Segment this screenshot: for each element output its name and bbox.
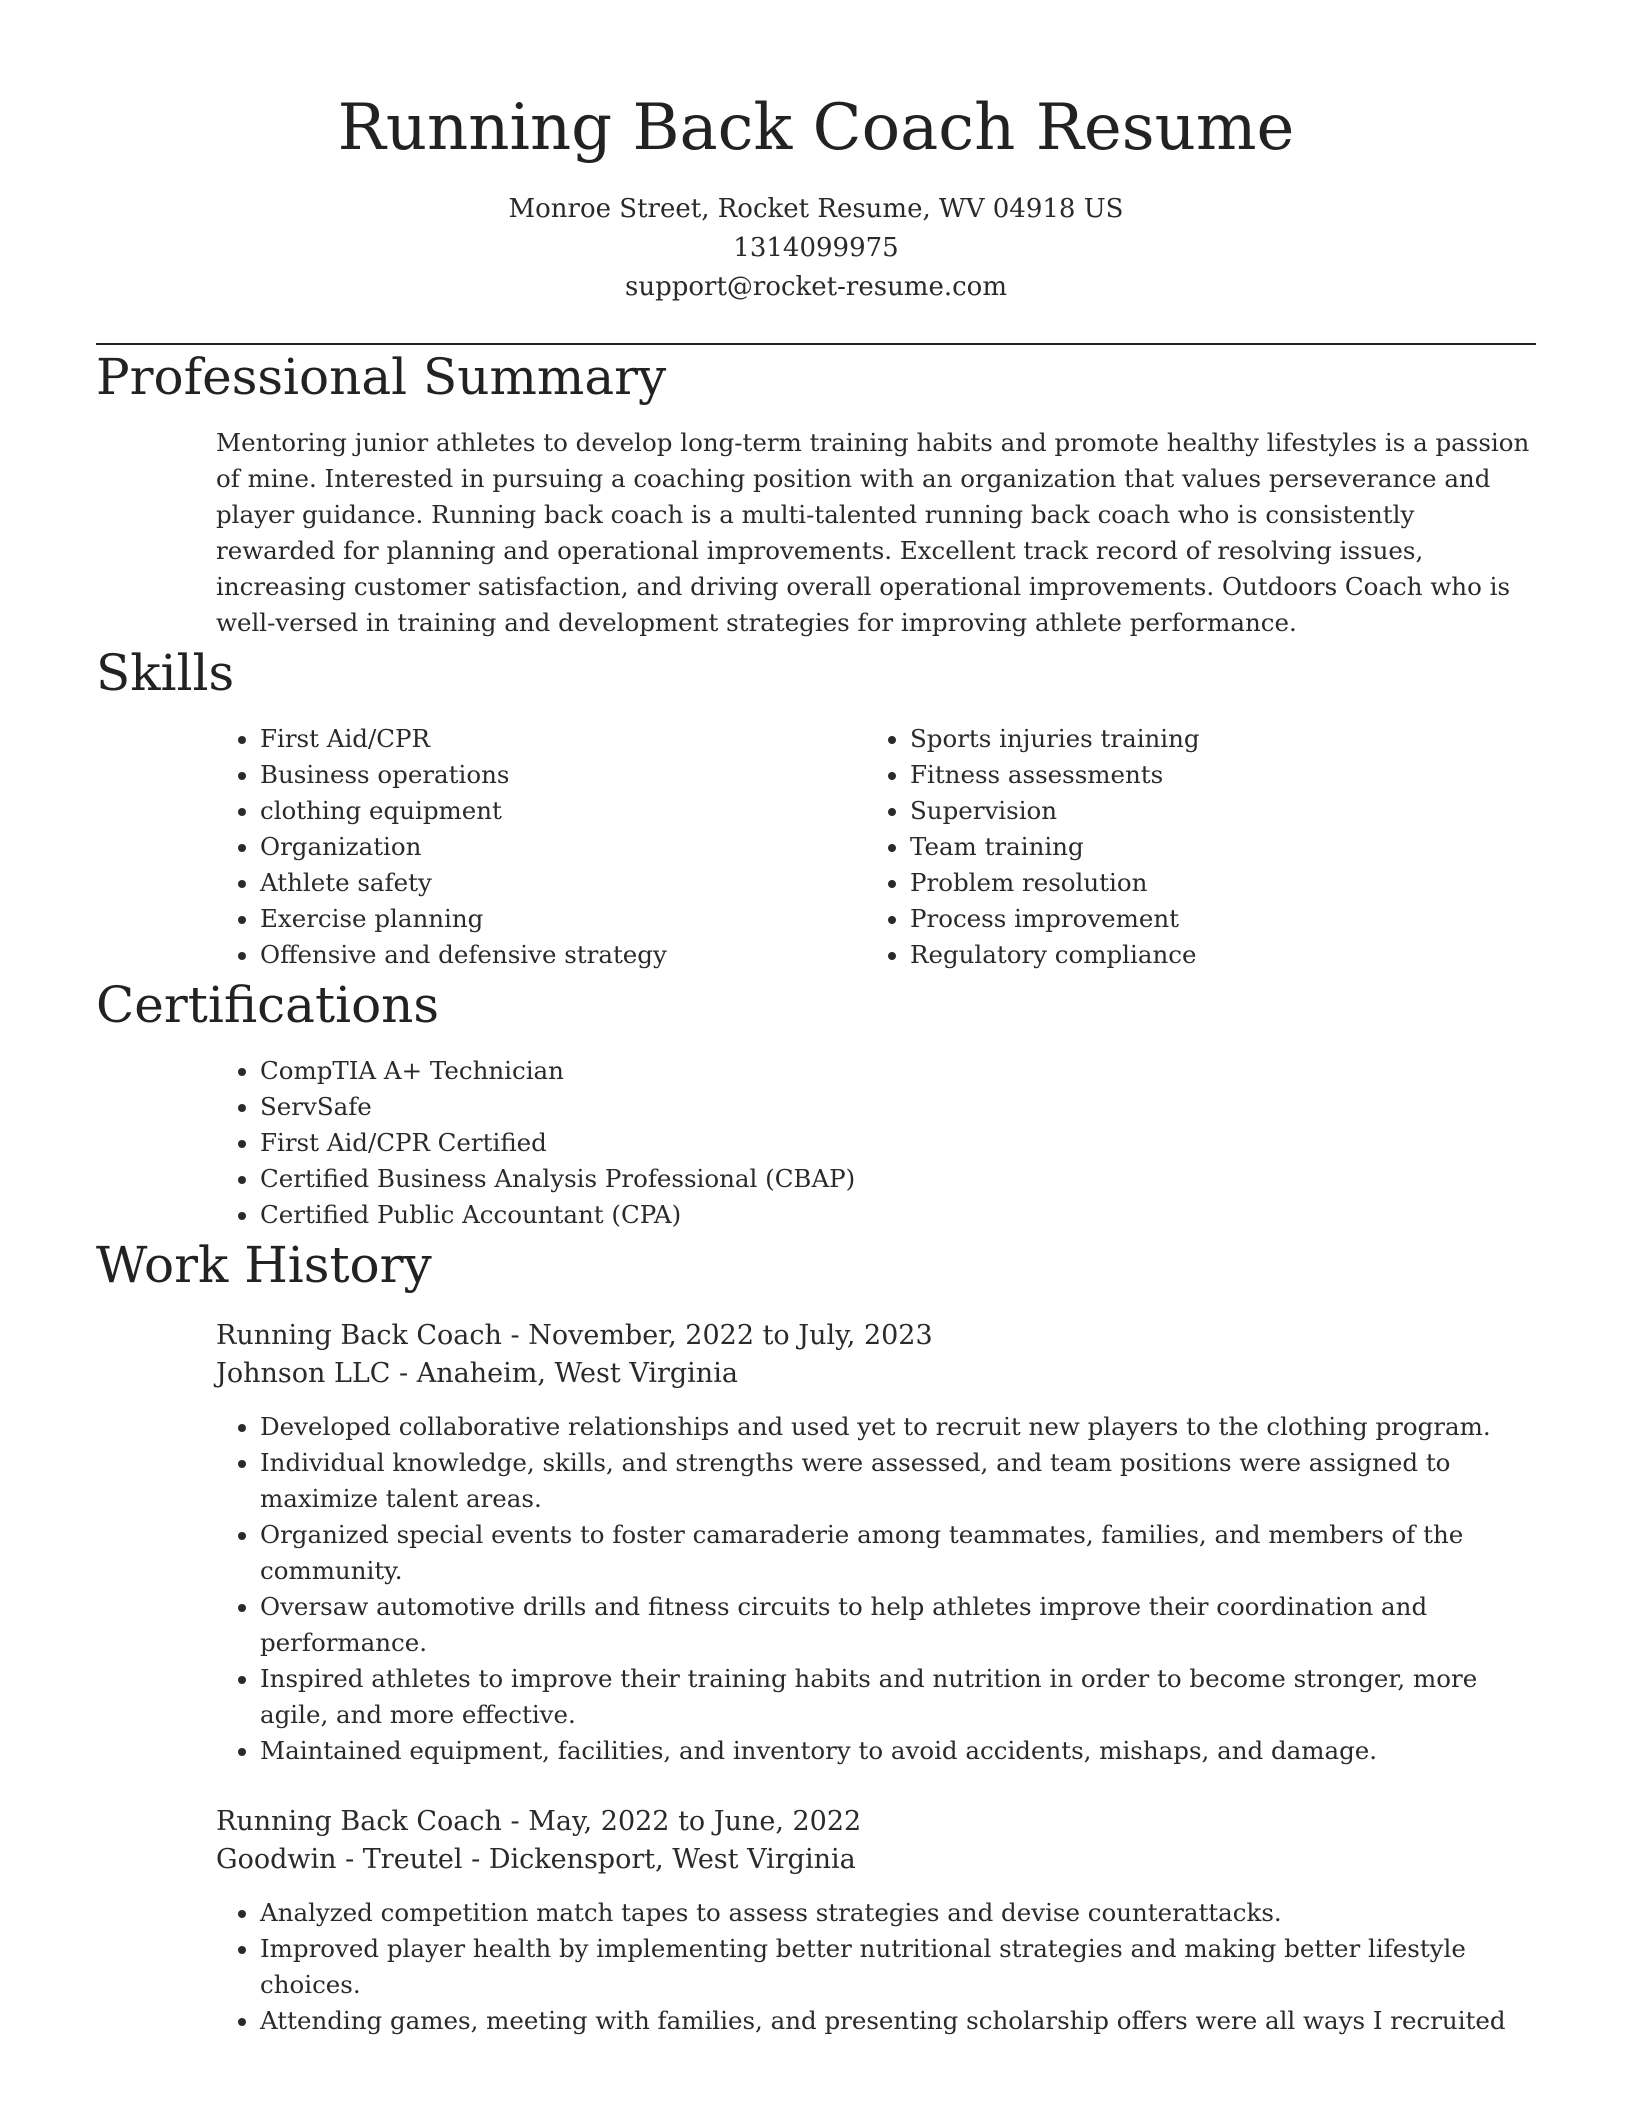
job-bullets xyxy=(216,1895,1536,2039)
skills-columns xyxy=(96,721,1536,973)
certification-item: • CompTIA A+ Technician xyxy=(260,1053,1536,1089)
job-entry xyxy=(216,1803,1536,2039)
skill-item: • Sports injuries training xyxy=(910,721,1396,757)
certification-item: • First Aid/CPR Certified xyxy=(260,1125,1536,1161)
job-bullet: • Inspired athletes to improve their training habits and nutrition in order to become stronger, more agile, and more effective. xyxy=(260,1661,1536,1733)
job-bullet: • Maintained equipment, facilities, and inventory to avoid accidents, mishaps, and damage. xyxy=(260,1733,1536,1769)
skill-item: • Process improvement xyxy=(910,901,1396,937)
skill-item: • Offensive and defensive strategy xyxy=(260,937,746,973)
skill-item: • First Aid/CPR xyxy=(260,721,746,757)
skill-item: • Organization xyxy=(260,829,746,865)
skill-item: • Supervision xyxy=(910,793,1396,829)
skill-item: • Fitness assessments xyxy=(910,757,1396,793)
job-title-line: Running Back Coach - May, 2022 to June, 2022 xyxy=(216,1806,862,1837)
skill-item: • clothing equipment xyxy=(260,793,746,829)
skill-item: • Business operations xyxy=(260,757,746,793)
certification-item: • ServSafe xyxy=(260,1089,1536,1125)
contact-block xyxy=(96,190,1536,307)
contact-phone: 1314099975 xyxy=(733,233,899,263)
skill-item: • Athlete safety xyxy=(260,865,746,901)
job-bullet: • Organized special events to foster camaraderie among teammates, families, and members of the community. xyxy=(260,1517,1536,1589)
skill-item: • Regulatory compliance xyxy=(910,937,1396,973)
certification-item: • Certified Business Analysis Professional (CBAP) xyxy=(260,1161,1536,1197)
job-entry xyxy=(216,1317,1536,1769)
skills-column-right xyxy=(746,721,1396,973)
resume-title: Running Back Coach Resume xyxy=(337,91,1295,165)
job-bullet: • Improved player health by implementing better nutritional strategies and making better lifestyle choices. xyxy=(260,1931,1536,2003)
resume-page xyxy=(96,0,1536,2039)
job-bullet: • Attending games, meeting with families, and presenting scholarship offers were all ways I recruited xyxy=(260,2003,1536,2039)
job-bullet: • Oversaw automotive drills and fitness circuits to help athletes improve their coordination and performance. xyxy=(260,1589,1536,1661)
skills-heading: Skills xyxy=(96,644,235,702)
certifications-heading: Certifications xyxy=(96,976,440,1034)
skills-column-left xyxy=(96,721,746,973)
certification-item: • Certified Public Accountant (CPA) xyxy=(260,1197,1536,1233)
job-bullet: • Individual knowledge, skills, and strengths were assessed, and team positions were assigned to maximize talent areas. xyxy=(260,1445,1536,1517)
summary-heading: Professional Summary xyxy=(96,348,667,406)
job-title-line: Running Back Coach - November, 2022 to July, 2023 xyxy=(216,1320,933,1351)
skills-list-right xyxy=(746,721,1396,973)
skill-item: • Team training xyxy=(910,829,1396,865)
job-bullet: • Developed collaborative relationships and used yet to recruit new players to the clothing program. xyxy=(260,1409,1536,1445)
contact-address: Monroe Street, Rocket Resume, WV 04918 US xyxy=(508,194,1124,224)
job-bullet: • Analyzed competition match tapes to assess strategies and devise counterattacks. xyxy=(260,1895,1536,1931)
work-history-heading: Work History xyxy=(96,1236,432,1294)
skill-item: • Exercise planning xyxy=(260,901,746,937)
job-company-line: Johnson LLC - Anaheim, West Virginia xyxy=(216,1358,738,1389)
skill-item: • Problem resolution xyxy=(910,865,1396,901)
job-bullets xyxy=(216,1409,1536,1769)
summary-text: Mentoring junior athletes to develop long-term training habits and promote healthy lifestyles is a passion of mine. Interested in pursuing a coaching position with an organization that values perseverance and player guidance. Running back coach is a multi-talented running back coach who is consistently rewarded for planning and operational improvements. Excellent track record of resolving issues, increasing customer satisfaction, and driving overall operational improvements. Outdoors Coach who is well-versed in training and development strategies for improving athlete performance. xyxy=(216,428,1530,637)
skills-list-left xyxy=(96,721,746,973)
job-company-line: Goodwin - Treutel - Dickensport, West Virginia xyxy=(216,1844,856,1875)
certifications-list xyxy=(96,1053,1536,1233)
contact-email: support@rocket-resume.com xyxy=(624,272,1007,302)
